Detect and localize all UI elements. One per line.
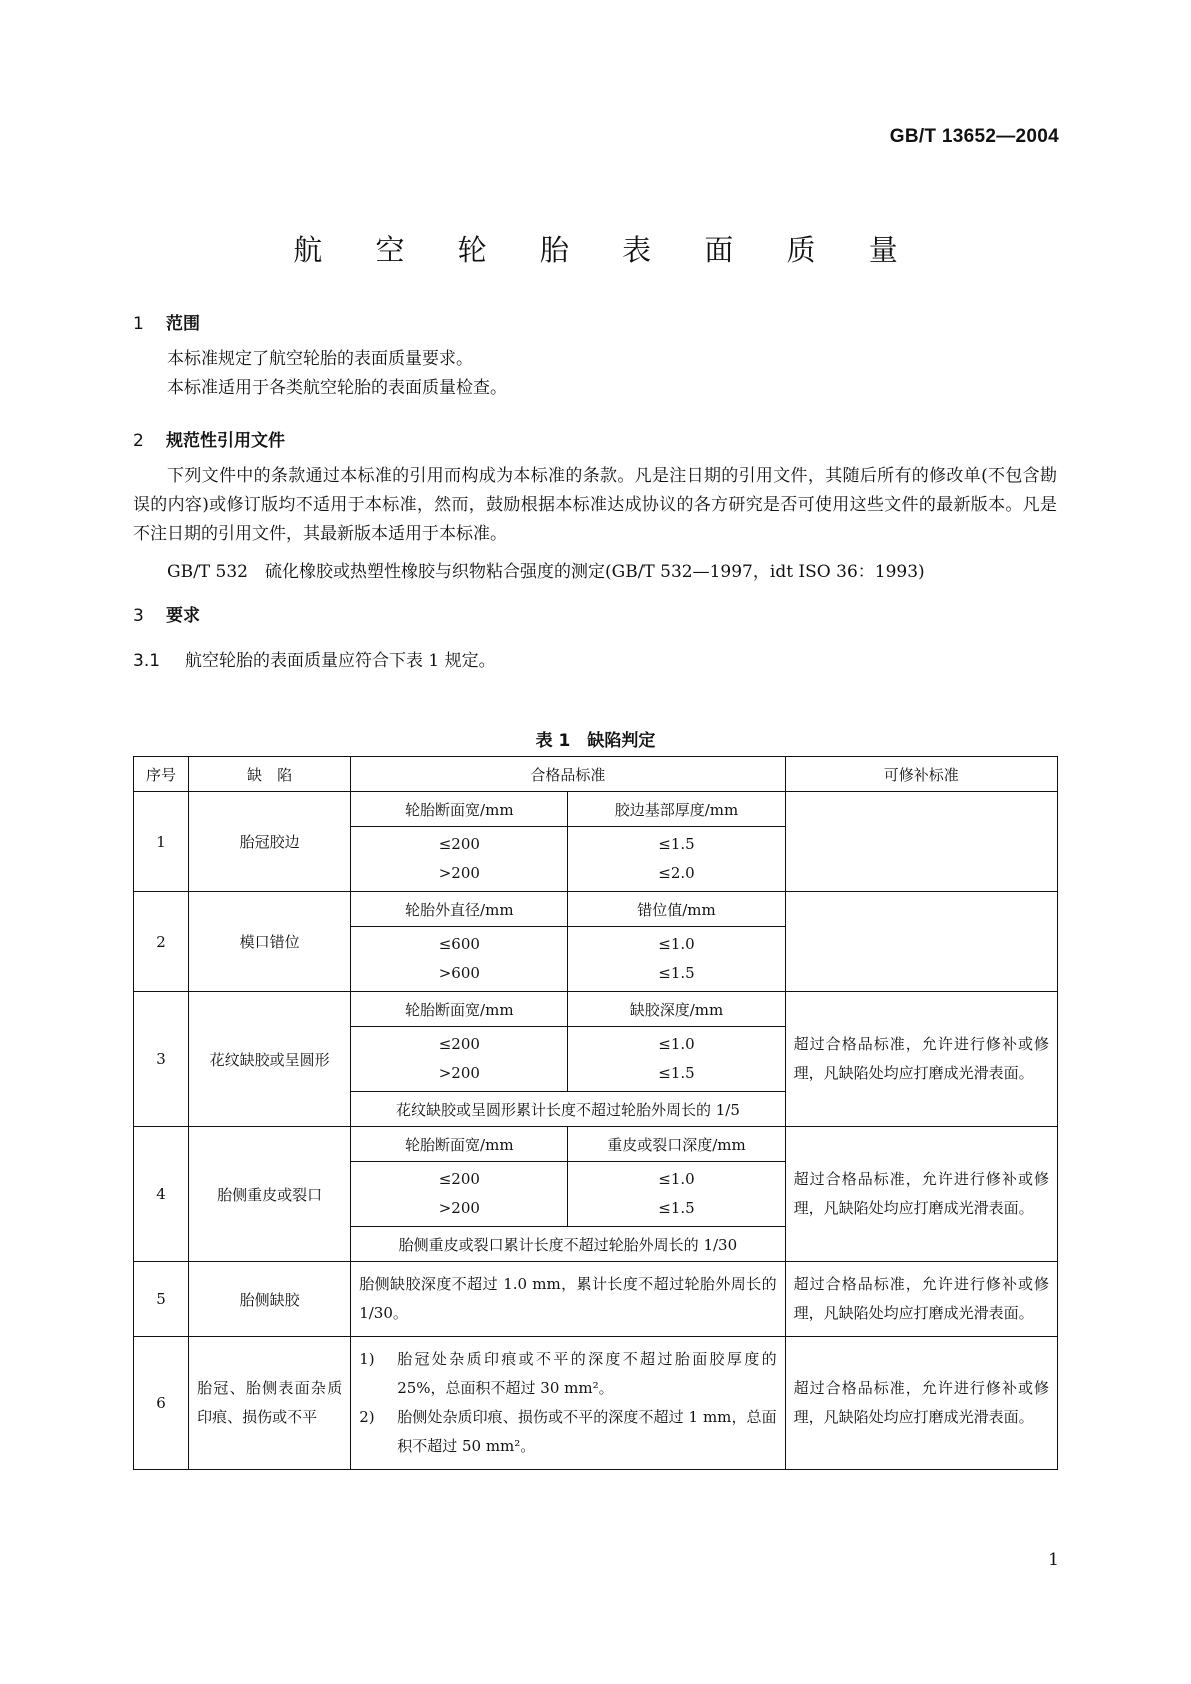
section-2-heading [133,426,285,451]
row-defect: 模口错位 [189,892,351,992]
value: ≤1.5 [658,964,695,982]
sub-header: 轮胎断面宽/mm [351,1127,568,1162]
sub-header: 轮胎断面宽/mm [351,992,568,1027]
row-defect: 胎侧重皮或裂口 [189,1127,351,1262]
value: ≤1.0 [658,1035,695,1053]
section-number: 2 [133,431,144,451]
value-cell [568,1027,785,1092]
row-note: 胎侧重皮或裂口累计长度不超过轮胎外周长的 1/30 [351,1227,785,1262]
clause-3-1 [133,646,496,671]
row-seq: 3 [134,992,189,1127]
value-cell [351,827,568,892]
item-index: 1) [359,1350,375,1368]
value: >200 [438,1064,480,1082]
value-cell [568,927,785,992]
value: >200 [438,1199,480,1217]
row-seq: 4 [134,1127,189,1262]
clause-text: 航空轮胎的表面质量应符合下表 1 规定。 [185,651,496,671]
defect-table [133,756,1058,1470]
value-cell [568,827,785,892]
row-spec: 胎侧缺胶深度不超过 1.0 mm，累计长度不超过轮胎外周长的 1/30。 [351,1262,785,1337]
row-repair [785,892,1057,992]
table-caption: 表 1 缺陷判定 [535,731,656,751]
row-repair [785,792,1057,892]
section-title: 要求 [166,606,200,626]
section-number: 3 [133,606,144,626]
item-text: 胎侧处杂质印痕、损伤或不平的深度不超过 1 mm，总面积不超过 50 mm²。 [397,1408,777,1455]
row-repair: 超过合格品标准，允许进行修补或修理，凡缺陷处均应打磨成光滑表面。 [785,1127,1057,1262]
page-number: 1 [1048,1550,1059,1570]
section-number: 1 [133,314,144,334]
header-seq: 序号 [134,757,189,792]
value: ≤600 [438,935,480,953]
row-seq: 6 [134,1337,189,1470]
sub-header: 缺胶深度/mm [568,992,785,1027]
paragraph: 下列文件中的条款通过本标准的引用而构成为本标准的条款。凡是注日期的引用文件，其随后所有的修改单(不包含勘误的内容)或修订版均不适用于本标准，然而，鼓励根据本标准达成协议的各方研究是否可使用这些文件的最新版本。凡是不注日期的引用文件，其最新版本适用于本标准。 [133,466,1057,544]
row-defect: 花纹缺胶或呈圆形 [189,992,351,1127]
table-row [134,1337,1058,1470]
value: ≤1.0 [658,935,695,953]
sub-header: 轮胎外直径/mm [351,892,568,927]
header-repair: 可修补标准 [785,757,1057,792]
sub-header: 重皮或裂口深度/mm [568,1127,785,1162]
row-defect: 胎冠胶边 [189,792,351,892]
header-standard: 合格品标准 [351,757,785,792]
value: ≤200 [438,1035,480,1053]
value: ≤1.5 [658,1199,695,1217]
standard-code: GB/T 13652—2004 [889,126,1059,147]
row-seq: 5 [134,1262,189,1337]
value-cell [351,927,568,992]
value: ≤1.0 [658,1170,695,1188]
row-seq: 1 [134,792,189,892]
table-row [134,1127,1058,1162]
row-repair: 超过合格品标准，允许进行修补或修理，凡缺陷处均应打磨成光滑表面。 [785,1337,1057,1470]
value: ≤2.0 [658,864,695,882]
row-spec [351,1337,785,1470]
paragraph: 本标准适用于各类航空轮胎的表面质量检查。 [167,378,507,398]
value: ≤1.5 [658,835,695,853]
item-text: 胎冠处杂质印痕或不平的深度不超过胎面胶厚度的 25%，总面积不超过 30 mm²。 [397,1350,777,1397]
section-1-heading [133,309,200,334]
header-defect: 缺 陷 [189,757,351,792]
sub-header: 胶边基部厚度/mm [568,792,785,827]
value-cell [568,1162,785,1227]
value-cell [351,1162,568,1227]
row-defect: 胎侧缺胶 [189,1262,351,1337]
section-2-body [133,462,1057,549]
sub-header: 轮胎断面宽/mm [351,792,568,827]
section-title: 范围 [166,314,200,334]
value: ≤200 [438,835,480,853]
item-index: 2) [359,1408,375,1426]
row-repair: 超过合格品标准，允许进行修补或修理，凡缺陷处均应打磨成光滑表面。 [785,992,1057,1127]
paragraph: 本标准规定了航空轮胎的表面质量要求。 [167,349,473,369]
value: >200 [438,864,480,882]
section-3-heading [133,601,200,626]
normative-reference: GB/T 532 硫化橡胶或热塑性橡胶与织物粘合强度的测定(GB/T 532—1997，idt ISO 36：1993) [167,562,925,582]
document-title: 航 空 轮 胎 表 面 质 量 [293,233,920,267]
section-1-body [133,345,1057,403]
table-header-row [134,757,1058,792]
list-item [359,1403,776,1461]
row-repair: 超过合格品标准，允许进行修补或修理，凡缺陷处均应打磨成光滑表面。 [785,1262,1057,1337]
table-row [134,792,1058,827]
table-row [134,892,1058,927]
row-defect: 胎冠、胎侧表面杂质印痕、损伤或不平 [189,1337,351,1470]
value-cell [351,1027,568,1092]
table-row [134,992,1058,1027]
table-row [134,1262,1058,1337]
clause-number: 3.1 [133,651,161,671]
row-seq: 2 [134,892,189,992]
value: ≤200 [438,1170,480,1188]
list-item [359,1345,776,1403]
value: >600 [438,964,480,982]
value: ≤1.5 [658,1064,695,1082]
section-title: 规范性引用文件 [166,431,285,451]
sub-header: 错位值/mm [568,892,785,927]
row-note: 花纹缺胶或呈圆形累计长度不超过轮胎外周长的 1/5 [351,1092,785,1127]
